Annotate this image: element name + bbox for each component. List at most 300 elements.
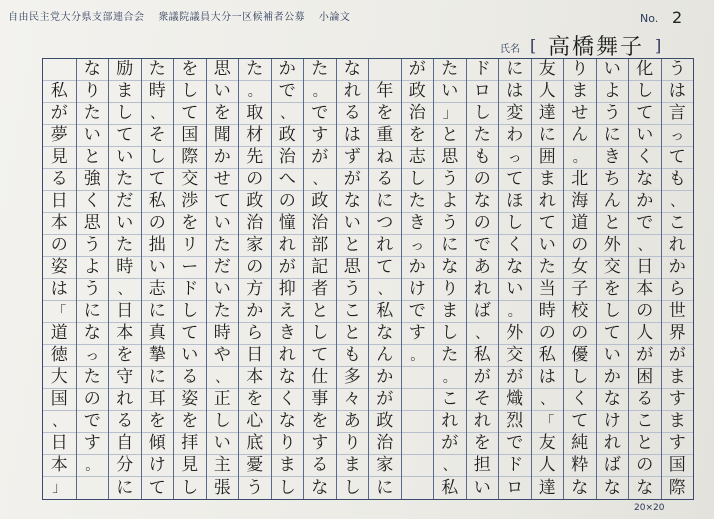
grid-cell: た — [77, 367, 109, 389]
grid-cell: ま — [532, 169, 564, 191]
grid-cell: た — [532, 257, 564, 279]
grid-cell: は — [532, 367, 564, 389]
grid-cell: 交 — [499, 345, 531, 367]
grid-cell: い — [207, 433, 239, 455]
grid-cell: れ — [109, 389, 141, 411]
grid-cell: 困 — [629, 367, 661, 389]
grid-cell: い — [473, 477, 491, 498]
header-doc-type: 小論文 — [318, 12, 351, 23]
grid-cell: 界 — [662, 323, 694, 345]
grid-cell: 」 — [52, 480, 67, 496]
grid-cell: う — [246, 477, 264, 498]
grid-cell: の — [564, 323, 596, 345]
grid-cell: し — [207, 411, 239, 433]
grid-cell: な — [636, 477, 654, 498]
grid-cell: ロ — [467, 81, 499, 103]
grid-column — [76, 59, 109, 499]
grid-cell: り — [337, 433, 369, 455]
grid-cell: 、 — [142, 103, 174, 125]
grid-cell: た — [402, 191, 434, 213]
grid-cell: て — [564, 411, 596, 433]
grid-cell: 渉 — [174, 191, 206, 213]
grid-cell: 励 — [109, 59, 141, 81]
grid-cell: き — [272, 323, 304, 345]
grid-cell: し — [564, 367, 596, 389]
grid-cell: 仕 — [304, 367, 336, 389]
grid-cell: が — [304, 147, 336, 169]
grid-cell: い — [174, 345, 206, 367]
grid-cell: か — [369, 367, 401, 389]
grid-column — [661, 59, 694, 499]
grid-cell: リ — [174, 235, 206, 257]
grid-cell: 日 — [43, 433, 76, 455]
grid-cell: 、 — [43, 411, 76, 433]
grid-column — [531, 59, 564, 499]
grid-cell: 粋 — [564, 455, 596, 477]
grid-cell: 交 — [174, 169, 206, 191]
grid-cell: な — [272, 367, 304, 389]
grid-column — [498, 59, 531, 499]
grid-cell: 。 — [434, 367, 466, 389]
grid-size-label: 20×20 — [634, 503, 665, 513]
grid-cell: で — [499, 433, 531, 455]
grid-cell: こ — [434, 389, 466, 411]
grid-cell: い — [142, 257, 174, 279]
grid-cell: っ — [77, 345, 109, 367]
grid-cell: い — [597, 345, 629, 367]
grid-cell: 私 — [532, 345, 564, 367]
grid-cell: 時 — [142, 81, 174, 103]
grid-cell: る — [43, 169, 76, 191]
grid-cell: あ — [467, 257, 499, 279]
grid-cell: っ — [499, 147, 531, 169]
grid-cell: ま — [337, 455, 369, 477]
grid-cell: え — [272, 301, 304, 323]
grid-cell: 憧 — [272, 213, 304, 235]
grid-cell: し — [278, 477, 296, 498]
grid-cell: 思 — [337, 257, 369, 279]
grid-cell: と — [304, 301, 336, 323]
grid-cell: 日 — [43, 191, 76, 213]
grid-cell: 志 — [402, 147, 434, 169]
header — [8, 8, 360, 23]
grid-cell: と — [337, 235, 369, 257]
grid-cell: こ — [337, 301, 369, 323]
grid-cell: た — [304, 59, 336, 81]
grid-cell: も — [467, 147, 499, 169]
grid-cell: ん — [564, 125, 596, 147]
grid-cell: 思 — [434, 147, 466, 169]
grid-cell: が — [629, 345, 661, 367]
grid-cell: 人 — [532, 455, 564, 477]
grid-cell: 人 — [532, 81, 564, 103]
grid-cell: な — [272, 411, 304, 433]
grid-cell: 囲 — [532, 147, 564, 169]
grid-cell: ほ — [499, 191, 531, 213]
grid-cell: 々 — [337, 389, 369, 411]
grid-cell: う — [77, 279, 109, 301]
grid-cell: し — [499, 213, 531, 235]
grid-cell: い — [109, 147, 141, 169]
name-bracket-right: ] — [655, 36, 662, 55]
grid-cell: ば — [597, 455, 629, 477]
grid-cell: だ — [207, 257, 239, 279]
grid-cell: た — [207, 235, 239, 257]
grid-cell: は — [337, 125, 369, 147]
author-name: 高橋舞子 — [548, 35, 645, 60]
grid-cell: 主 — [207, 455, 239, 477]
grid-cell: な — [467, 191, 499, 213]
grid-cell: 張 — [213, 477, 231, 498]
grid-cell: し — [629, 81, 661, 103]
grid-cell: 徳 — [43, 345, 76, 367]
grid-cell: に — [142, 301, 174, 323]
grid-cell: 治 — [304, 213, 336, 235]
grid-cell: と — [597, 213, 629, 235]
grid-cell: く — [272, 389, 304, 411]
grid-cell: も — [337, 345, 369, 367]
grid-cell: 政 — [304, 191, 336, 213]
grid-cell: の — [239, 169, 271, 191]
grid-cell: 私 — [142, 191, 174, 213]
grid-cell: よ — [434, 191, 466, 213]
grid-cell: の — [272, 191, 304, 213]
grid-column — [43, 59, 76, 499]
grid-cell: が — [499, 367, 531, 389]
grid-cell: 本 — [109, 323, 141, 345]
grid-cell: な — [77, 323, 109, 345]
grid-cell: う — [662, 59, 694, 81]
grid-cell: 見 — [43, 147, 76, 169]
grid-cell: ん — [597, 191, 629, 213]
grid-cell: 担 — [467, 455, 499, 477]
grid-cell: に — [77, 301, 109, 323]
grid-cell: 傾 — [142, 433, 174, 455]
grid-cell: ん — [369, 345, 401, 367]
grid-cell: 友 — [532, 59, 564, 81]
grid-cell: 。 — [239, 81, 271, 103]
grid-cell: 家 — [239, 235, 271, 257]
grid-cell: そ — [467, 389, 499, 411]
grid-cell: た — [467, 125, 499, 147]
grid-cell: す — [662, 389, 694, 411]
grid-cell: か — [662, 257, 694, 279]
grid-cell: が — [369, 389, 401, 411]
author-label: 氏名 — [500, 44, 520, 55]
grid-cell: な — [337, 191, 369, 213]
grid-cell: せ — [564, 103, 596, 125]
grid-cell: か — [597, 367, 629, 389]
grid-cell: れ — [272, 345, 304, 367]
grid-cell: 化 — [629, 59, 661, 81]
grid-cell: 部 — [304, 235, 336, 257]
grid-cell: 人 — [629, 323, 661, 345]
grid-cell: て — [304, 345, 336, 367]
grid-cell: 大 — [43, 367, 76, 389]
grid-cell: ら — [239, 323, 271, 345]
grid-column — [336, 59, 369, 499]
grid-column — [173, 59, 206, 499]
grid-cell: 日 — [629, 257, 661, 279]
grid-cell: い — [109, 213, 141, 235]
grid-cell: が — [43, 103, 76, 125]
grid-column — [368, 59, 401, 499]
grid-cell: 多 — [337, 367, 369, 389]
grid-cell: 外 — [597, 235, 629, 257]
grid-cell: し — [142, 147, 174, 169]
grid-cell: て — [174, 323, 206, 345]
grid-cell: き — [597, 147, 629, 169]
grid-cell: し — [181, 477, 199, 498]
grid-cell: 時 — [109, 257, 141, 279]
grid-cell: で — [467, 235, 499, 257]
grid-cell: た — [109, 235, 141, 257]
grid-cell: 女 — [564, 257, 596, 279]
grid-cell: り — [272, 433, 304, 455]
grid-cell: い — [597, 59, 629, 81]
grid-cell: 。 — [304, 81, 336, 103]
grid-cell: し — [467, 103, 499, 125]
grid-cell: な — [603, 477, 621, 498]
grid-cell: る — [629, 389, 661, 411]
grid-column — [303, 59, 336, 499]
grid-cell — [77, 477, 109, 499]
grid-cell: す — [77, 433, 109, 455]
grid-cell: 夢 — [43, 125, 76, 147]
grid-cell — [402, 389, 434, 411]
grid-cell: 交 — [597, 257, 629, 279]
grid-cell: の — [629, 455, 661, 477]
grid-cell: 世 — [662, 301, 694, 323]
grid-cell: て — [148, 477, 166, 498]
grid-cell: 底 — [239, 433, 271, 455]
grid-cell: き — [402, 213, 434, 235]
grid-cell: け — [597, 411, 629, 433]
grid-cell: 子 — [564, 279, 596, 301]
grid-cell: 私 — [441, 477, 459, 498]
grid-cell: を — [207, 103, 239, 125]
grid-cell: 、 — [434, 455, 466, 477]
grid-cell: 変 — [499, 103, 531, 125]
grid-cell: よ — [597, 81, 629, 103]
grid-cell: に — [499, 59, 531, 81]
grid-cell: て — [662, 147, 694, 169]
grid-cell: ド — [499, 455, 531, 477]
grid-cell: 政 — [369, 411, 401, 433]
grid-cell: れ — [532, 191, 564, 213]
grid-cell: は — [662, 81, 694, 103]
grid-cell: あ — [337, 411, 369, 433]
grid-cell: 校 — [564, 301, 596, 323]
grid-cell: と — [337, 323, 369, 345]
grid-cell: 摯 — [142, 345, 174, 367]
grid-cell: い — [629, 125, 661, 147]
grid-cell: 本 — [43, 213, 76, 235]
grid-cell: 自 — [109, 433, 141, 455]
grid-cell: 治 — [239, 213, 271, 235]
grid-cell: 際 — [174, 147, 206, 169]
grid-cell: 際 — [668, 477, 686, 498]
grid-cell: に — [376, 477, 394, 498]
grid-cell: な — [571, 477, 589, 498]
grid-cell — [43, 59, 76, 81]
grid-cell: な — [629, 169, 661, 191]
grid-cell: 拙 — [142, 235, 174, 257]
grid-cell: 。 — [402, 345, 434, 367]
grid-cell: 分 — [109, 455, 141, 477]
grid-cell: は — [499, 81, 531, 103]
grid-cell: 治 — [272, 147, 304, 169]
grid-cell: を — [369, 103, 401, 125]
grid-cell: れ — [467, 279, 499, 301]
manuscript-grid — [42, 58, 694, 500]
grid-cell: て — [142, 169, 174, 191]
grid-cell: 道 — [43, 323, 76, 345]
grid-cell: い — [337, 213, 369, 235]
grid-cell: 本 — [43, 455, 76, 477]
grid-cell: る — [174, 367, 206, 389]
grid-cell: る — [304, 455, 336, 477]
header-title: 衆議院議員大分一区候補者公募 — [158, 12, 306, 23]
grid-cell: は — [43, 279, 76, 301]
grid-cell: 熾 — [499, 389, 531, 411]
grid-cell: た — [109, 169, 141, 191]
grid-cell: し — [343, 477, 361, 498]
grid-cell: す — [402, 323, 434, 345]
grid-cell: を — [174, 59, 206, 81]
grid-column — [141, 59, 174, 499]
grid-cell: 心 — [239, 411, 271, 433]
grid-cell: る — [109, 411, 141, 433]
grid-cell: 国 — [174, 125, 206, 147]
grid-cell: り — [434, 279, 466, 301]
grid-cell: の — [467, 169, 499, 191]
grid-cell: い — [532, 235, 564, 257]
grid-cell: な — [77, 59, 109, 81]
grid-cell: の — [467, 213, 499, 235]
grid-cell — [369, 59, 401, 81]
grid-cell: 思 — [77, 213, 109, 235]
grid-cell — [402, 367, 434, 389]
grid-cell: 正 — [207, 389, 239, 411]
grid-cell: 「 — [43, 301, 76, 323]
grid-cell: 「 — [532, 411, 564, 433]
grid-cell: 、 — [369, 279, 401, 301]
grid-cell: 本 — [629, 279, 661, 301]
grid-column — [238, 59, 271, 499]
grid-cell: 見 — [174, 455, 206, 477]
grid-cell: へ — [272, 169, 304, 191]
grid-cell: 政 — [272, 125, 304, 147]
grid-cell: わ — [499, 125, 531, 147]
grid-cell: 重 — [369, 125, 401, 147]
grid-cell: し — [109, 103, 141, 125]
grid-cell: く — [564, 389, 596, 411]
grid-cell: た — [434, 59, 466, 81]
grid-cell: 私 — [369, 301, 401, 323]
grid-column — [433, 59, 466, 499]
grid-cell: も — [662, 169, 694, 191]
grid-cell: に — [532, 125, 564, 147]
grid-cell: な — [434, 257, 466, 279]
grid-cell: い — [499, 279, 531, 301]
grid-cell: を — [174, 213, 206, 235]
grid-cell: 。 — [564, 147, 596, 169]
grid-cell: が — [402, 59, 434, 81]
grid-cell: 政 — [239, 191, 271, 213]
grid-cell: り — [77, 81, 109, 103]
header-org: 自由民主党大分県支部連合会 — [8, 12, 145, 23]
grid-cell: る — [337, 103, 369, 125]
grid-cell: 思 — [207, 59, 239, 81]
grid-cell: 姿 — [174, 389, 206, 411]
grid-cell: ド — [174, 279, 206, 301]
grid-cell: ま — [434, 301, 466, 323]
grid-cell: を — [467, 433, 499, 455]
grid-cell: ド — [467, 59, 499, 81]
grid-cell: の — [43, 235, 76, 257]
grid-column — [108, 59, 141, 499]
grid-cell: か — [272, 59, 304, 81]
grid-cell: が — [337, 169, 369, 191]
grid-cell: 抑 — [272, 279, 304, 301]
grid-cell: 、 — [304, 169, 336, 191]
grid-cell: こ — [662, 213, 694, 235]
grid-cell: か — [629, 191, 661, 213]
grid-cell: で — [77, 411, 109, 433]
grid-cell: 純 — [564, 433, 596, 455]
grid-cell: に — [597, 125, 629, 147]
grid-cell: 家 — [369, 455, 401, 477]
grid-cell: 私 — [467, 345, 499, 367]
grid-column — [563, 59, 596, 499]
grid-cell: し — [174, 81, 206, 103]
grid-cell: れ — [272, 235, 304, 257]
grid-cell: ま — [662, 367, 694, 389]
grid-cell: ず — [337, 147, 369, 169]
grid-cell: た — [142, 59, 174, 81]
grid-cell: 、 — [467, 323, 499, 345]
grid-cell: の — [564, 235, 596, 257]
grid-cell: 達 — [532, 103, 564, 125]
grid-cell: て — [532, 213, 564, 235]
grid-cell: て — [499, 169, 531, 191]
grid-cell: 先 — [239, 147, 271, 169]
grid-cell: る — [369, 169, 401, 191]
grid-cell: 北 — [564, 169, 596, 191]
grid-cell: か — [402, 257, 434, 279]
grid-cell: い — [434, 81, 466, 103]
grid-cell — [402, 477, 434, 499]
grid-cell: う — [337, 279, 369, 301]
grid-cell: ら — [662, 279, 694, 301]
grid-cell: 方 — [239, 279, 271, 301]
grid-cell: を — [109, 345, 141, 367]
grid-cell: よ — [77, 257, 109, 279]
grid-cell: 日 — [239, 345, 271, 367]
grid-cell: の — [532, 323, 564, 345]
grid-cell: 事 — [304, 389, 336, 411]
grid-cell: 時 — [207, 323, 239, 345]
grid-column — [271, 59, 304, 499]
grid-cell: 国 — [43, 389, 76, 411]
grid-cell: し — [597, 301, 629, 323]
grid-cell: 当 — [532, 279, 564, 301]
grid-cell: れ — [369, 235, 401, 257]
grid-cell: 道 — [564, 213, 596, 235]
grid-cell: て — [207, 191, 239, 213]
grid-cell: に — [116, 477, 134, 498]
